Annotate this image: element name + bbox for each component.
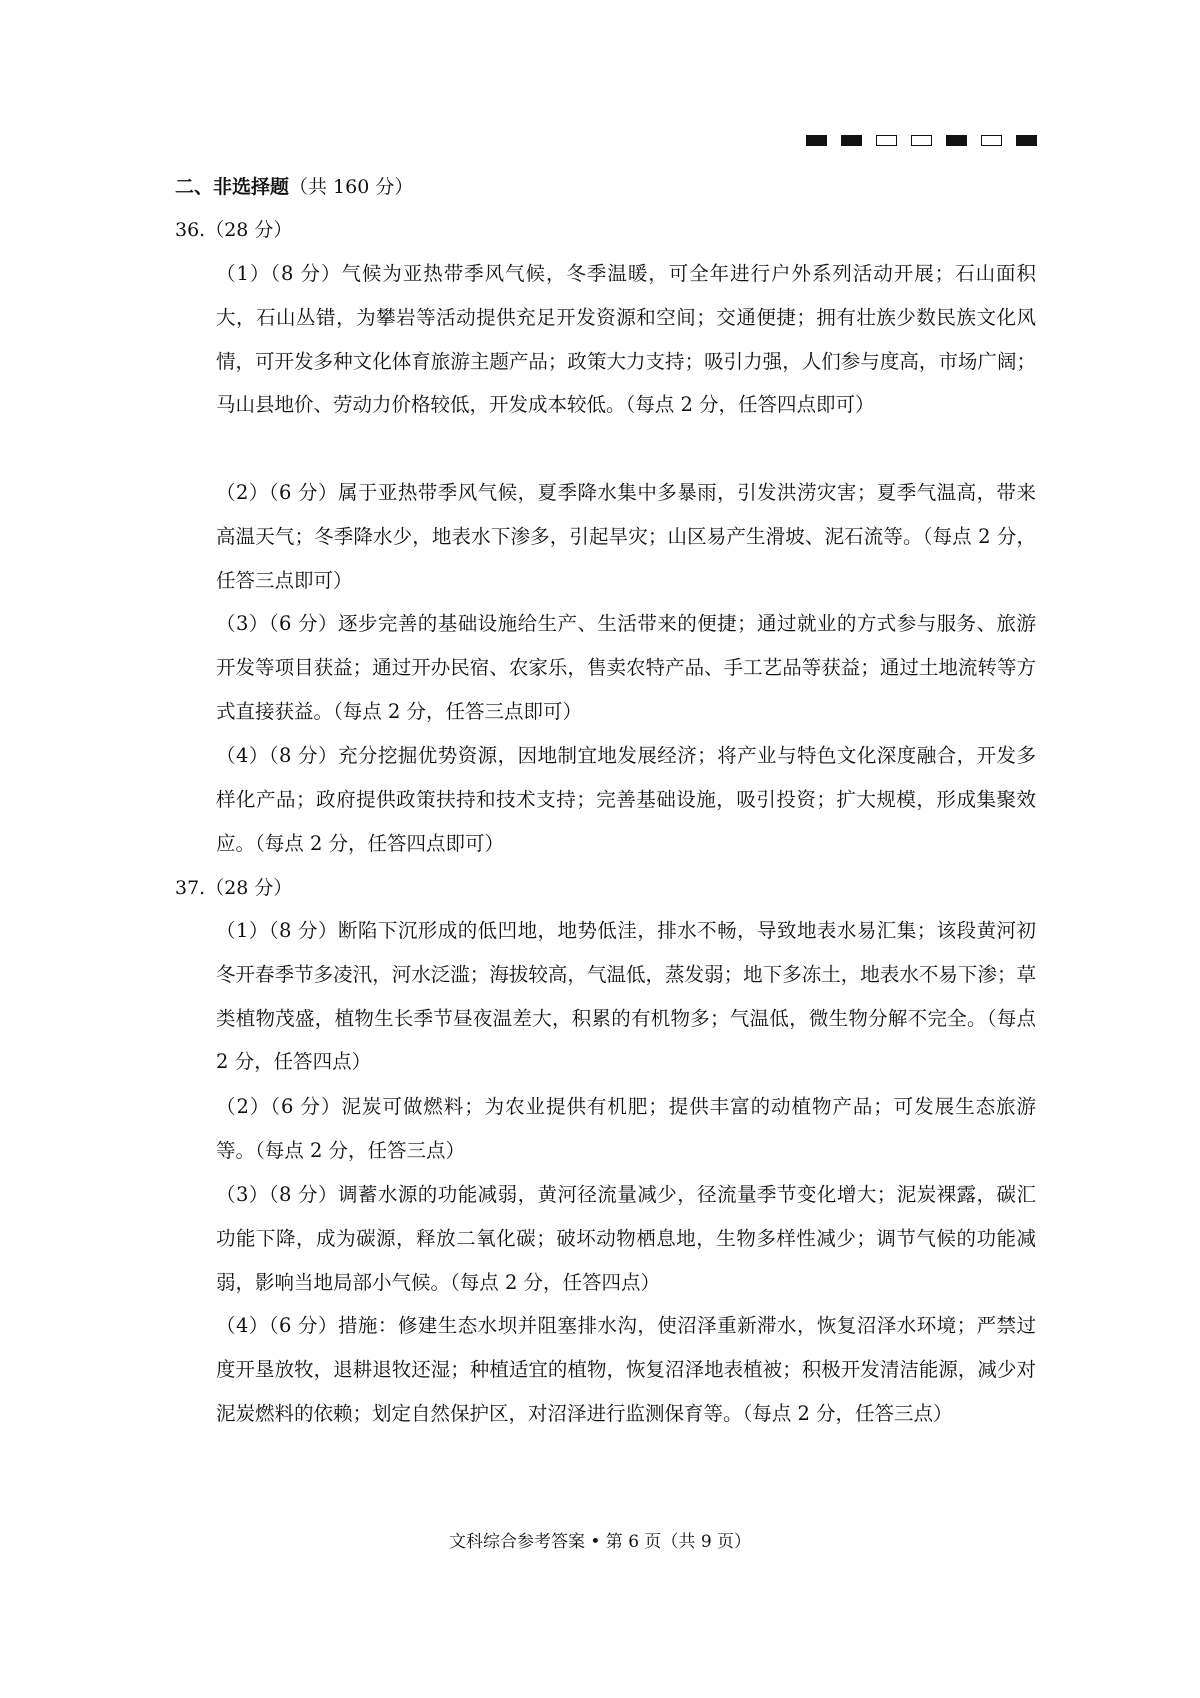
question-36-part-4: （4）（8 分）充分挖掘优势资源，因地制宜地发展经济；将产业与特色文化深度融合，开发多样化产品；政府提供政策扶持和技术支持；完善基础设施，吸引投资；扩大规模，形成集聚效应。（每点 2 分，任答四点即可） <box>216 744 1036 855</box>
marker-block <box>806 135 827 146</box>
question-37-heading: 37.（28 分） <box>175 877 293 899</box>
marker-block <box>911 135 932 146</box>
section-title <box>175 172 413 202</box>
marker-block <box>841 135 862 146</box>
question-36-heading: 36.（28 分） <box>175 219 293 241</box>
section-title-score: （共 160 分） <box>289 176 414 198</box>
question-37-part-1: （1）（8 分）断陷下沉形成的低凹地，地势低洼，排水不畅，导致地表水易汇集；该段黄河初冬开春季节多凌汛，河水泛滥；海拔较高，气温低，蒸发弱；地下多冻土，地表水不易下渗；草类植物茂盛，植物生长季节昼夜温差大，积累的有机物多；气温低，微生物分解不完全。（每点 2 分，任答四点） <box>216 919 1036 1074</box>
question-36-part-3: （3）（6 分）逐步完善的基础设施给生产、生活带来的便捷；通过就业的方式参与服务、旅游开发等项目获益；通过开办民宿、农家乐，售卖农特产品、手工艺品等获益；通过土地流转等方式直接获益。（每点 2 分，任答三点即可） <box>216 612 1036 723</box>
page-footer: 文科综合参考答案 • 第 6 页（共 9 页） <box>448 1532 752 1552</box>
question-36-part-2: （2）（6 分）属于亚热带季风气候，夏季降水集中多暴雨，引发洪涝灾害；夏季气温高，带来高温天气；冬季降水少，地表水下渗多，引起旱灾；山区易产生滑坡、泥石流等。（每点 2 分，任答三点即可） <box>216 481 1036 592</box>
marker-block <box>946 135 967 146</box>
question-37-part-3: （3）（8 分）调蓄水源的功能减弱，黄河径流量减少，径流量季节变化增大；泥炭裸露，碳汇功能下降，成为碳源，释放二氧化碳；破坏动物栖息地，生物多样性减少；调节气候的功能减弱，影响当地局部小气候。（每点 2 分，任答四点） <box>216 1183 1036 1294</box>
question-36-part-1: （1）（8 分）气候为亚热带季风气候，冬季温暖，可全年进行户外系列活动开展；石山面积大，石山丛错，为攀岩等活动提供充足开发资源和空间；交通便捷；拥有壮族少数民族文化风情，可开发多种文化体育旅游主题产品；政策大力支持；吸引力强，人们参与度高，市场广阔；马山县地价、劳动力价格较低，开发成本较低。（每点 2 分，任答四点即可） <box>216 262 1036 417</box>
section-title-main: 二、非选择题 <box>175 176 290 198</box>
question-37-part-2: （2）（6 分）泥炭可做燃料；为农业提供有机肥；提供丰富的动植物产品；可发展生态旅游等。（每点 2 分，任答三点） <box>216 1095 1036 1162</box>
marker-block <box>876 135 897 146</box>
marker-block <box>1016 135 1037 146</box>
question-37-part-4: （4）（6 分）措施：修建生态水坝并阻塞排水沟，使沼泽重新滞水，恢复沼泽水环境；严禁过度开垦放牧，退耕退牧还湿；种植适宜的植物，恢复沼泽地表植被；积极开发清洁能源，减少对泥炭燃料的依赖；划定自然保护区，对沼泽进行监测保育等。（每点 2 分，任答三点） <box>216 1314 1036 1425</box>
page-marker-blocks <box>806 135 1037 146</box>
marker-block <box>981 135 1002 146</box>
